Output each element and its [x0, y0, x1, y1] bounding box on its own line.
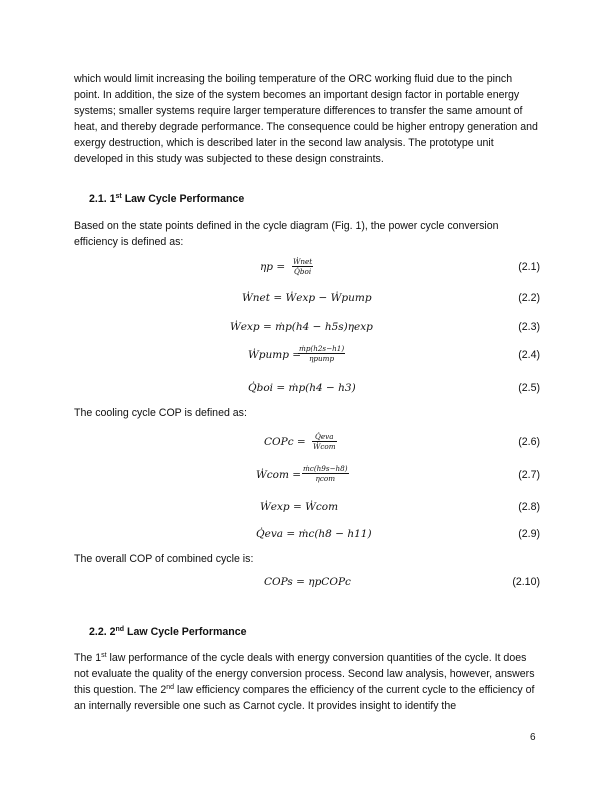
fraction-numerator: Q̇eva [312, 432, 337, 442]
equation-2-6 [180, 433, 540, 455]
closing-text-1: The 1 [74, 652, 102, 664]
equation-lhs: Ẇcom = [256, 469, 302, 481]
section-heading-first-law-title: Law Cycle Performance [121, 193, 245, 205]
section-heading-second-law-number: 2.2. 2 [89, 626, 116, 638]
equation-number: (2.3) [518, 321, 540, 333]
equation-text: Ẇexp = Ẇcom [260, 501, 339, 513]
equation-number: (2.1) [518, 261, 540, 273]
equation-2-2 [180, 289, 540, 311]
equation-2-10 [180, 573, 540, 595]
closing-sup-2: nd [166, 684, 175, 691]
page-number: 6 [530, 732, 536, 743]
equation-lhs: COPc = [264, 436, 306, 448]
closing-sup-1: st [101, 652, 107, 659]
equation-fraction [298, 344, 345, 363]
section-heading-second-law [89, 626, 247, 638]
equation-number: (2.7) [518, 469, 540, 481]
equation-number: (2.2) [518, 292, 540, 304]
intro-paragraph: which would limit increasing the boiling temperature of the ORC working fluid due to the pinch point. In addition, the size of the system becomes an important design factor in portable energy systems; smaller systems require larger temperature differences to transfer the same amount of heat, and thereby degrade performance. The consequence could be higher entropy generation and exergy destruction, which is described later in the second law analysis. The prototype unit developed in this study was subjected to these design constraints. [74, 73, 538, 165]
equation-2-8 [180, 498, 540, 520]
equation-fraction [302, 464, 349, 483]
section-heading-first-law-sup: st [115, 193, 122, 200]
equation-2-9 [180, 525, 540, 547]
equation-text: COPs = ηpCOPc [264, 576, 351, 588]
fraction-denominator: ηpump [309, 354, 335, 363]
equation-2-1 [180, 258, 540, 280]
fraction-denominator: ηcom [315, 474, 336, 483]
equation-2-3 [180, 318, 540, 340]
equation-number: (2.9) [518, 528, 540, 540]
closing-text-3: law efficiency compares the efficiency of the current cycle to the efficiency of an internally reversible one such as Carnot cycle. It provides insight to identify the [74, 684, 535, 712]
fraction-denominator: Q̇boi [294, 267, 312, 276]
equation-fraction [292, 257, 313, 276]
equation-text: Ẇexp = ṁp(h4 − h5s)ηexp [230, 321, 373, 333]
equation-lhs: Ẇpump = [248, 349, 302, 361]
closing-text-2: law performance of the cycle deals with energy conversion quantities of the cycle. It does not evaluate the quality of the energy conversion process. Second law analysis, however, answers this question. The 2 [74, 652, 535, 696]
equation-number: (2.4) [518, 349, 540, 361]
section-heading-second-law-title: Law Cycle Performance [124, 626, 247, 638]
equation-number: (2.5) [518, 382, 540, 394]
equation-fraction [312, 432, 337, 451]
equation-text: Q̇eva = ṁc(h8 − h11) [256, 528, 372, 540]
equation-number: (2.6) [518, 436, 540, 448]
equation-number: (2.8) [518, 501, 540, 513]
overall-intro: The overall COP of combined cycle is: [74, 553, 254, 565]
closing-paragraph [74, 650, 540, 714]
section-heading-first-law-number: 2.1. 1 [89, 193, 116, 205]
equation-lhs: ηp = [260, 261, 286, 273]
section1-intro: Based on the state points defined in the cycle diagram (Fig. 1), the power cycle conversion efficiency is defined as: [74, 220, 499, 248]
equation-number: (2.10) [512, 576, 540, 588]
equation-2-4 [180, 346, 540, 368]
fraction-denominator: Ẇcom [313, 442, 336, 451]
section-heading-first-law [89, 193, 244, 205]
fraction-numerator: Ẇnet [293, 257, 313, 266]
fraction-numerator: ṁc(h9s−h8) [303, 464, 348, 473]
section-heading-second-law-sup: nd [115, 626, 125, 633]
fraction-numerator: ṁp(h2s−h1) [299, 344, 345, 353]
equation-text: Q̇boi = ṁp(h4 − h3) [248, 382, 356, 394]
cooling-intro: The cooling cycle COP is defined as: [74, 407, 247, 419]
equation-2-5 [180, 379, 540, 401]
equation-text: Ẇnet = Ẇexp − Ẇpump [242, 292, 372, 304]
equation-2-7 [180, 466, 540, 488]
